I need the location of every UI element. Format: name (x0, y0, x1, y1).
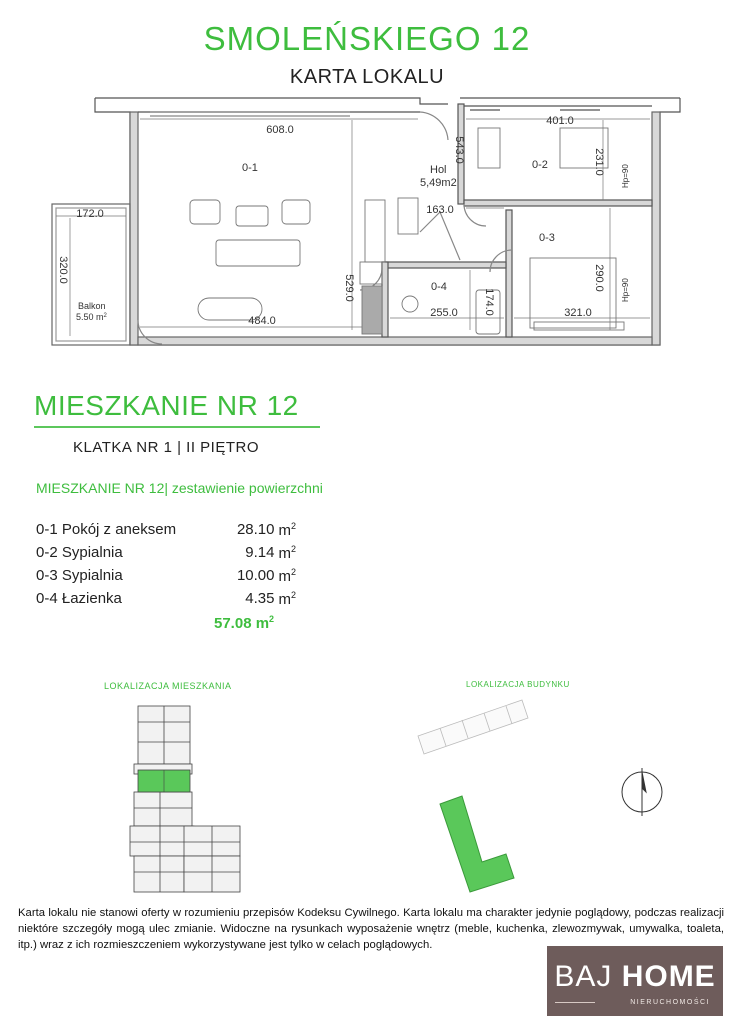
project-title: SMOLEŃSKIEGO 12 (203, 20, 531, 57)
plan-furniture (190, 128, 624, 334)
svg-text:174.0: 174.0 (483, 288, 495, 316)
logo-tagline: NIERUCHOMOŚCI (630, 999, 710, 1006)
svg-text:Balkon: Balkon (78, 301, 106, 311)
area-row: 0-2 Sypialnia 9.14 $m^2$ (36, 544, 296, 562)
building-location-map (410, 692, 700, 900)
svg-text:320.0: 320.0 (57, 256, 69, 284)
building-highlight (440, 796, 514, 892)
apartment-title: MIESZKANIE NR 12 (34, 390, 299, 421)
disclaimer: Karta lokalu nie stanowi oferty w rozumieniu przepisów Kodeksu Cywilnego. Karta lokalu ma charakter jedynie poglądowy, podczas realizacji niektóre szczegóły mogą ulec zmianie. Widoczne na rysunkach wyposażenie wnętrz (meble, kuchenka, zlewozmywak, umywalka, toaleta, itp.) wraz z ich rozmieszczeniem wykorzystywane jest tylko w celach poglądowych. (18, 907, 724, 951)
total-area: 57.08 $m^2$ (214, 614, 275, 632)
svg-text:Hol: Hol (430, 164, 447, 176)
svg-text:484.0: 484.0 (248, 315, 276, 327)
svg-text:231.0: 231.0 (593, 148, 605, 176)
floor-info: KLATKA NR 1 | II PIĘTRO (73, 439, 259, 456)
area-row: 0-3 Sypialnia 10.00 $m^2$ (36, 567, 296, 585)
building-location-label: LOKALIZACJA BUDYNKU (466, 680, 570, 689)
dimension-lines (56, 119, 650, 336)
area-row: 0-4 Łazienka 4.35 $m^2$ (36, 590, 296, 608)
svg-text:163.0: 163.0 (426, 204, 454, 216)
svg-text:0-2: 0-2 (532, 159, 548, 171)
compass-icon (622, 768, 662, 816)
svg-text:529.0: 529.0 (343, 274, 355, 302)
svg-text:608.0: 608.0 (266, 124, 294, 136)
svg-text:0-3: 0-3 (539, 232, 555, 244)
logo-divider (555, 1002, 595, 1003)
svg-text:321.0: 321.0 (564, 307, 592, 319)
area-summary-title: MIESZKANIE NR 12| zestawienie powierzchni (36, 480, 323, 496)
svg-text:Hp=90: Hp=90 (621, 278, 630, 302)
apartment-location-map (120, 700, 250, 900)
logo-text: BAJ HOME (554, 960, 716, 993)
area-table (36, 521, 296, 613)
floor-plan (0, 92, 734, 362)
svg-text:0-1: 0-1 (242, 162, 258, 174)
card-subtitle: KARTA LOKALU (289, 66, 445, 88)
svg-text:0-4: 0-4 (431, 281, 447, 293)
svg-text:Hp=90: Hp=90 (621, 164, 630, 188)
svg-text:401.0: 401.0 (546, 115, 574, 127)
svg-text:255.0: 255.0 (430, 307, 458, 319)
apartment-location-label: LOKALIZACJA MIESZKANIA (104, 681, 232, 691)
svg-text:5.50 m2: 5.50 $m^2$ (76, 312, 107, 322)
svg-text:290.0: 290.0 (593, 264, 605, 292)
area-row: 0-1 Pokój z aneksem 28.10 $m^2$ (36, 521, 296, 539)
svg-text:543.0: 543.0 (453, 136, 465, 164)
svg-text:5,49m2: 5,49m2 (420, 177, 457, 189)
svg-text:172.0: 172.0 (76, 208, 104, 220)
divider (34, 426, 320, 428)
dimension-labels (57, 115, 605, 327)
